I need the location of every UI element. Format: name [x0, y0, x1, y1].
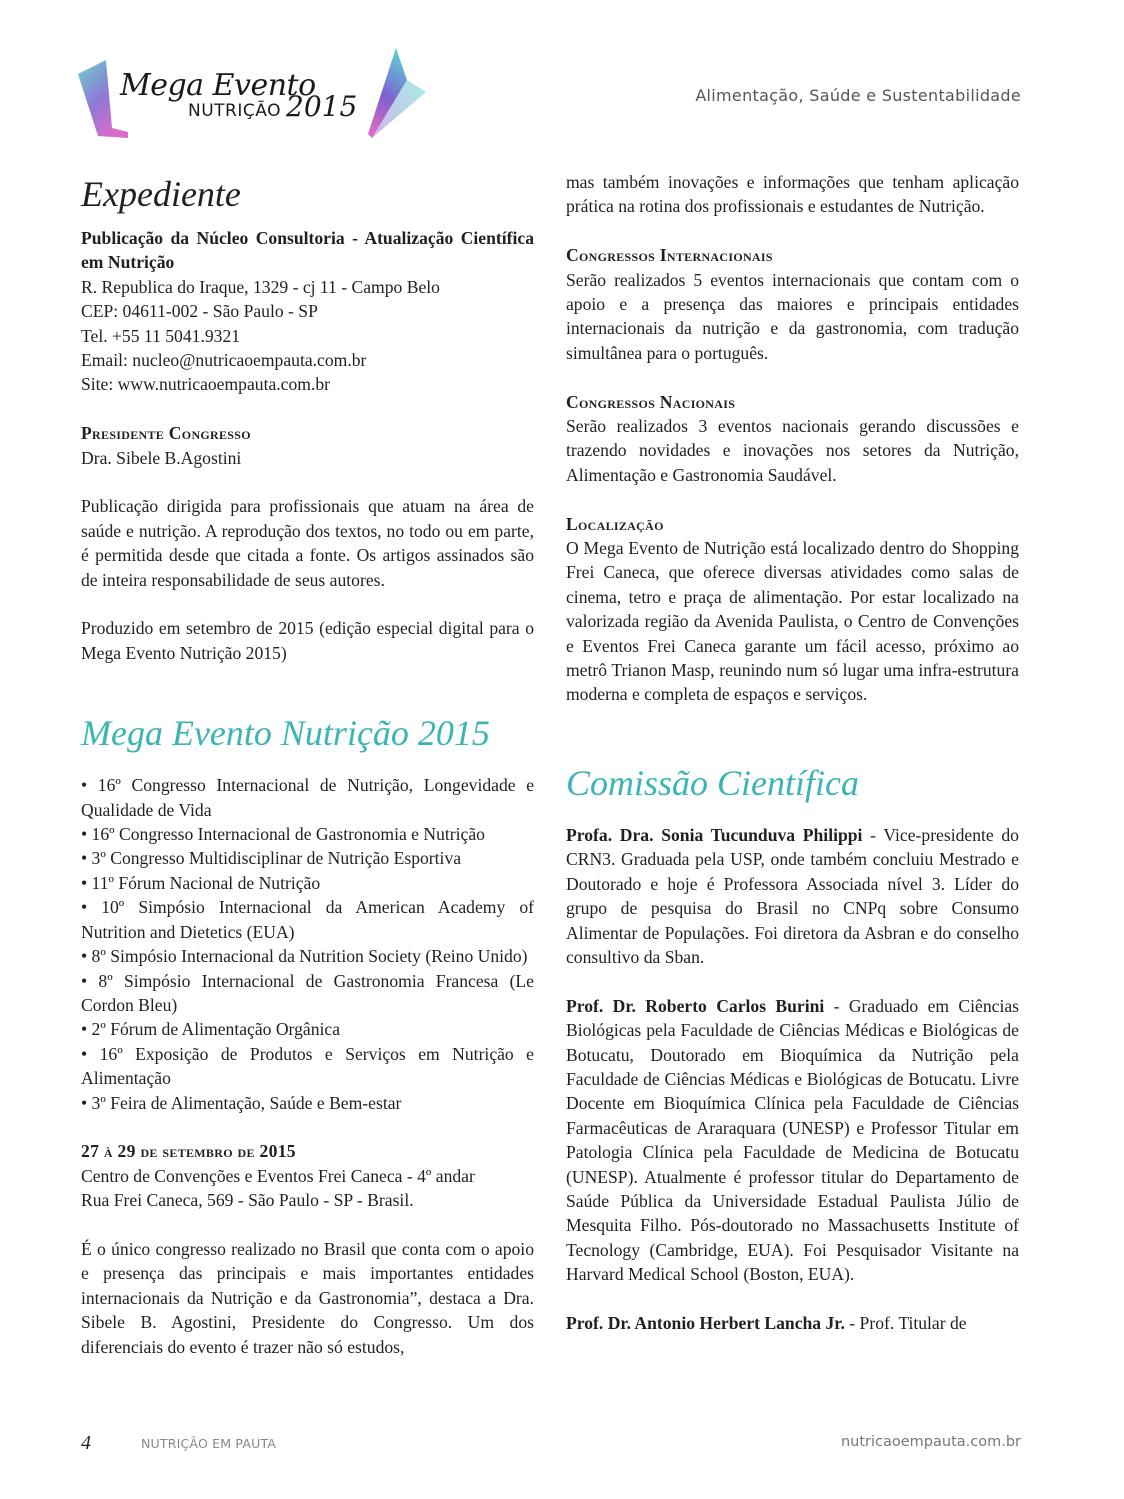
mega-evento-logo [76, 44, 428, 144]
publication-name: NUTRIÇÃO EM PAUTA [141, 1436, 277, 1451]
mega-evento-title: Mega Evento Nutrição 2015 [81, 713, 490, 754]
email-link[interactable]: Email: nucleo@nutricaoempauta.com.br [81, 350, 367, 371]
section-body-internacionais: Serão realizados 5 eventos internacionais que contam com o apoio e a presença das maiores e principais entidades internacionais da nutrição e da gastronomia, com tradução simultânea para o português. [566, 269, 1019, 363]
member-bio: - Prof. Titular de [844, 1312, 967, 1333]
logo-year: 2015 [286, 90, 358, 123]
logo-subtitle-word: NUTRIÇÃO [188, 101, 281, 121]
cep: CEP: 04611-002 - São Paulo - SP [81, 301, 318, 322]
member-entry [566, 1311, 1019, 1335]
address: R. Republica do Iraque, 1329 - cj 11 - Campo Belo [81, 276, 440, 297]
produced-note: Produzido em setembro de 2015 (edição especial digital para o Mega Evento Nutrição 2015) [81, 618, 534, 663]
site-link[interactable]: Site: www.nutricaoempauta.com.br [81, 374, 331, 395]
header-tagline: Alimentação, Saúde e Sustentabilidade [695, 86, 1021, 105]
event-item: • 2º Fórum de Alimentação Orgânica [81, 1019, 341, 1040]
president-label: Presidente Congresso [81, 423, 251, 444]
section-heading-nacionais: Congressos Nacionais [566, 391, 736, 412]
member-name: Prof. Dr. Antonio Herbert Lancha Jr. [566, 1312, 845, 1333]
disclaimer: Publicação dirigida para profissionais que atuam na área de saúde e nutrição. A reprodução dos textos, no todo ou em parte, é permitida desde que citada a fonte. Os artigos assinados são de inteira responsabilidade de seus autores. [81, 496, 534, 590]
member-name: Prof. Dr. Roberto Carlos Burini [566, 995, 825, 1016]
event-item: • 11º Fórum Nacional de Nutrição [81, 872, 321, 893]
member-bio: - Vice-presidente do CRN3. Graduada pela USP, onde também concluiu Mestrado e Doutorado e hoje é Professora Associada nível 3. Líder do grupo de pesquisa do Brasil no CNPq sobre Consumo Alimentar de Populações. Foi diretora da Asbran e do conselho consultivo da Sban. [566, 824, 1019, 967]
event-item: • 16º Congresso Internacional de Gastronomia e Nutrição [81, 824, 485, 845]
left-column [81, 170, 534, 1359]
event-intro: É o único congresso realizado no Brasil que conta com o apoio e presença das principais e mais importantes entidades internacionais da Nutrição e da Gastronomia”, destaca a Dra. Sibele B. Agostini, Presidente do Congresso. Um dos diferenciais do evento é trazer não só estudos, [81, 1238, 534, 1357]
page-footer [0, 1432, 1124, 1462]
event-date: 27 à 29 de setembro de 2015 [81, 1141, 296, 1162]
section-body-nacionais: Serão realizados 3 eventos nacionais gerando discussões e trazendo novidades e inovações nos setores da Nutrição, Alimentação e Gastronomia Saudável. [566, 416, 1019, 485]
event-item: • 3º Congresso Multidisciplinar de Nutrição Esportiva [81, 848, 462, 869]
logo-subtitle [188, 90, 357, 123]
event-item: • 10º Simpósio Internacional da American Academy of Nutrition and Dietetics (EUA) [81, 897, 534, 942]
section-heading-localizacao: Localização [566, 513, 664, 534]
intro-continued: mas também inovações e informações que tenham aplicação prática na rotina dos profissionais e estudantes de Nutrição. [566, 172, 1019, 217]
publisher: Publicação da Núcleo Consultoria - Atualização Científica em Nutrição [81, 228, 534, 273]
expediente-title: Expediente [81, 174, 241, 214]
logo-title: Mega Evento [120, 68, 316, 103]
section-body-localizacao: O Mega Evento de Nutrição está localizado dentro do Shopping Frei Caneca, que oferece diversas atividades como salas de cinema, tetro e praça de alimentação. Por estar localizado na valorizada região da Avenida Paulista, o Centro de Convenções e Eventos Frei Caneca garante um fácil acesso, próximo ao metrô Trianon Masp, reunindo num só lugar uma infra-estrutura moderna e completa de espaços e serviços. [566, 538, 1019, 705]
phone: Tel. +55 11 5041.9321 [81, 325, 241, 346]
president-name: Dra. Sibele B.Agostini [81, 447, 242, 468]
event-item: • 8º Simpósio Internacional da Nutrition Society (Reino Unido) [81, 946, 528, 967]
events-list [81, 773, 534, 1115]
comissao-title: Comissão Científica [566, 762, 860, 803]
event-venue: Centro de Convenções e Eventos Frei Caneca - 4º andar [81, 1165, 475, 1186]
event-item: • 16º Congresso Internacional de Nutrição, Longevidade e Qualidade de Vida [81, 775, 534, 820]
member-bio: - Graduado em Ciências Biológicas pela Faculdade de Ciências Médicas e Biológicas de Botucatu, Doutorado em Bioquímica da Nutrição pela Faculdade de Ciências Médicas e Biológicas de Botucatu. Livre Docente em Bioquímica Clínica pela Faculdade de Ciências Farmacêuticas de Araraquara (UNESP) e Professor Titular em Patologia Clínica pela Faculdade de Medicina de Botucatu (UNESP). Atualmente é professor titular do Departamento de Saúde Pública da Universidade Estadual Paulista Júlio de Mesquita Filho. Pós-doutorado no Massachusetts Institute of Tecnology (Cambridge, EUA). Foi Pesquisador Visitante na Harvard Medical School (Boston, EUA). [566, 995, 1019, 1285]
page-header [0, 0, 1124, 160]
member-entry [566, 823, 1019, 969]
footer-website-link[interactable]: nutricaoempauta.com.br [840, 1434, 1021, 1450]
section-heading-internacionais: Congressos Internacionais [566, 245, 773, 266]
page-number: 4 [81, 1432, 91, 1454]
event-item: • 8º Simpósio Internacional de Gastronomia Francesa (Le Cordon Bleu) [81, 970, 534, 1015]
member-entry [566, 994, 1019, 1287]
event-item: • 16º Exposição de Produtos e Serviços em Nutrição e Alimentação [81, 1043, 534, 1089]
member-name: Profa. Dra. Sonia Tucunduva Philippi [566, 824, 863, 845]
right-column [566, 170, 1019, 1335]
event-item: • 3º Feira de Alimentação, Saúde e Bem-estar [81, 1092, 402, 1113]
event-venue-address: Rua Frei Caneca, 569 - São Paulo - SP - Brasil. [81, 1190, 414, 1211]
